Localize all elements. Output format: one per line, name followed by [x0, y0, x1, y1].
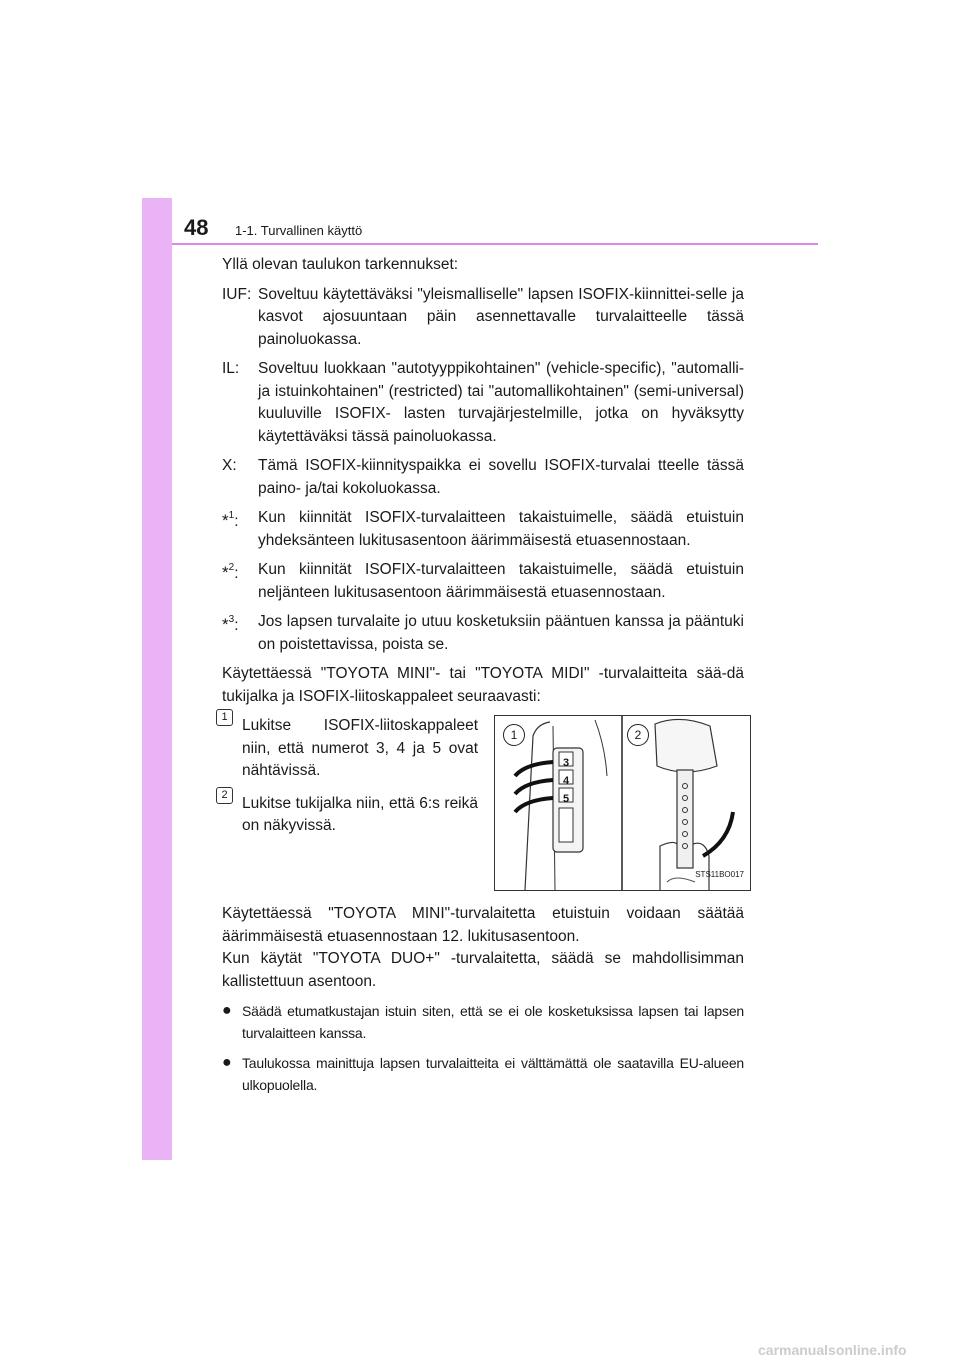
footnote-number: 2 — [228, 562, 235, 573]
footnote-text: Jos lapsen turvalaite jo utuu kosketuksiin pääntuen kanssa ja pääntuki on poistettavissa, poista se. — [258, 613, 744, 653]
step-number: 1 — [216, 709, 233, 726]
definition-text: Soveltuu luokkaan "autotyyppikohtainen" (vehicle-specific), "automalli- ja istuinkohtainen" (restricted) tai "automallikohtainen" (semi-universal) kuuluville ISOFIX- lasten turvajärjestelmille, jotka on hyväksytty käytettäväksi tässä painoluokassa. — [258, 360, 744, 445]
footnote-2: *$^2$: Kun kiinnität ISOFIX-turvalaitteen takaistuimelle, säädä etuistuin neljänteen lukitusasentoon äärimmäisestä etuasennostaan. — [222, 559, 744, 604]
bullet-item — [222, 1052, 744, 1096]
step-number: 2 — [216, 787, 233, 804]
figure-code: STS11BO017 — [695, 869, 744, 879]
side-tab — [142, 198, 172, 1160]
watermark: carmanualsonline.info — [758, 1342, 907, 1358]
footnote-3: *$^3$: Jos lapsen turvalaite jo utuu kosketuksiin pääntuen kanssa ja pääntuki on poistettavissa, poista se. — [222, 611, 744, 656]
step-text: Lukitse tukijalka niin, että 6:s reikä on näkyvissä. — [242, 794, 478, 834]
header-rule — [172, 243, 818, 245]
footnote-text: Kun kiinnität ISOFIX-turvalaitteen takaistuimelle, säädä etuistuin yhdeksänteen lukitusasentoon äärimmäisestä etuasennostaan. — [258, 509, 744, 549]
bullet-item — [222, 1000, 744, 1044]
bullet-icon: ● — [222, 1002, 232, 1019]
mini-midi-intro: Käytettäessä "TOYOTA MINI"- tai "TOYOTA MIDI" -turvalaitteita sää-dä tukijalka ja ISOFIX-liitoskappaleet seuraavasti: — [222, 665, 744, 705]
plate-number-3: 3 — [563, 757, 570, 769]
footnote-mark: * — [222, 511, 229, 531]
duo-note: Kun käytät "TOYOTA DUO+" -turvalaitetta, säädä se mahdollisimman kallistettuun asentoon. — [222, 950, 744, 990]
footnote-text: Kun kiinnität ISOFIX-turvalaitteen takaistuimelle, säädä etuistuin neljänteen lukitusasentoon äärimmäisestä etuasennostaan. — [258, 561, 744, 601]
bullet-icon: ● — [222, 1054, 232, 1071]
definition-term: X: — [222, 457, 237, 474]
definition-term: IL: — [222, 360, 240, 377]
bullet-text: Säädä etumatkustajan istuin siten, että se ei ole kosketuksissa lapsen tai lapsen turvalaitteen kanssa. — [242, 1003, 744, 1041]
footnote-mark: * — [222, 615, 229, 635]
definition-term: IUF: — [222, 285, 252, 303]
plate-number-4: 4 — [563, 775, 570, 787]
step-item — [221, 788, 478, 838]
step-item — [221, 711, 478, 783]
callout-1: 1 — [503, 724, 525, 746]
page-body — [222, 254, 744, 1104]
footnote-number: 1 — [228, 510, 235, 521]
page-number: 48 — [184, 215, 209, 240]
definition-il — [222, 358, 744, 448]
plate-number-5: 5 — [563, 793, 570, 805]
steps-with-figure — [221, 711, 744, 893]
step-text: Lukitse ISOFIX-liitoskappaleet niin, että numerot 3, 4 ja 5 ovat nähtävissä. — [242, 717, 478, 779]
definition-x — [222, 455, 744, 500]
footnote-mark: * — [222, 563, 229, 583]
bullet-text: Taulukossa mainittuja lapsen turvalaitteita ei välttämättä ole saatavilla EU-alueen ulkopuolella. — [242, 1055, 744, 1093]
mini-note: Käytettäessä "TOYOTA MINI"-turvalaitetta etuistuin voidaan säätää äärimmäisestä etuasennostaan 12. lukitusasentoon. — [222, 905, 744, 945]
intro-text: Yllä olevan taulukon tarkennukset: — [222, 256, 459, 273]
definition-text: Soveltuu käytettäväksi "yleismalliselle" lapsen ISOFIX-kiinnittei-selle ja kasvot ajosuuntaan päin asennettavalle turvalaitteelle tässä painoluokassa. — [258, 285, 744, 348]
definition-iuf — [222, 284, 744, 352]
section-title: 1-1. Turvallinen käyttö — [235, 223, 363, 238]
footnote-1: *$^1$: Kun kiinnität ISOFIX-turvalaitteen takaistuimelle, säädä etuistuin yhdeksänteen lukitusasentoon äärimmäisestä etuasennostaan. — [222, 507, 744, 552]
step-list — [221, 711, 478, 848]
footnote-number: 3 — [228, 614, 235, 625]
isofix-illustration — [494, 715, 751, 891]
callout-2: 2 — [627, 724, 649, 746]
definition-text: Tämä ISOFIX-kiinnityspaikka ei sovellu ISOFIX-turvalai tteelle tässä paino- ja/tai kokoluokassa. — [258, 457, 744, 497]
